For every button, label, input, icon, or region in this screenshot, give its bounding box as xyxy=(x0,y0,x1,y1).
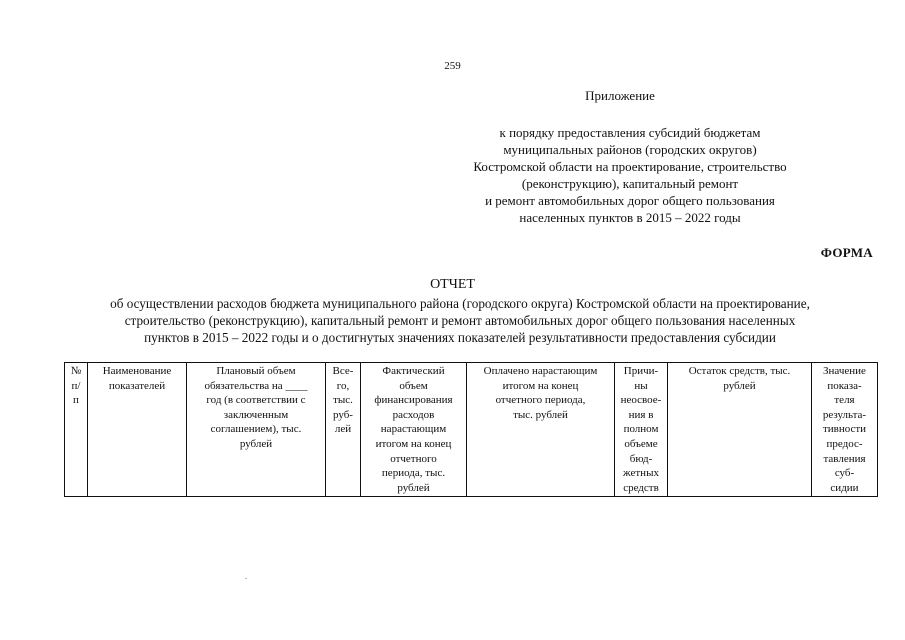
page-number: 259 xyxy=(444,60,461,72)
report-title: ОТЧЕТ xyxy=(430,277,475,292)
column-header-line: предос- xyxy=(826,437,863,450)
column-header-line: неосвое- xyxy=(620,394,662,407)
column-header-line: руб- xyxy=(333,408,353,421)
appendix-reference-line: и ремонт автомобильных дорог общего пользования xyxy=(485,193,775,208)
column-header-line: тыс. рублей xyxy=(513,408,568,421)
column-header-line: Наименование xyxy=(102,365,172,377)
column-header-line: тавления xyxy=(823,452,866,465)
column-header-line: расходов xyxy=(392,408,435,421)
column-header-reasons-unspent xyxy=(615,363,668,497)
appendix-title: Приложение xyxy=(585,88,655,103)
column-header-planned-obligation xyxy=(187,363,326,497)
report-subtitle xyxy=(30,295,890,346)
column-header-performance-value xyxy=(812,363,878,497)
column-header-line: Значение xyxy=(823,365,866,377)
column-header-line: отчетного периода, xyxy=(495,394,586,407)
report-table xyxy=(64,362,878,497)
report-subtitle-line: пунктов в 2015 – 2022 годы и о достигнутых значениях показателей результативности предоставления субсидии xyxy=(144,330,776,345)
appendix-reference xyxy=(405,124,855,226)
report-subtitle-line: строительство (реконструкцию), капитальный ремонт и ремонт автомобильных дорог общего пользования населенных xyxy=(124,313,796,328)
column-header-remaining-funds xyxy=(668,363,812,497)
column-header-line: Все- xyxy=(332,365,354,377)
appendix-reference-line: муниципальных районов (городских округов) xyxy=(503,142,757,157)
column-header-line: рублей xyxy=(723,379,756,392)
column-header-paid xyxy=(467,363,615,497)
column-header-line: обязательства на ____ xyxy=(204,379,308,392)
column-header-number xyxy=(65,363,88,497)
scan-artifact xyxy=(245,578,247,579)
column-header-line: сидии xyxy=(830,481,859,494)
appendix-reference-line: к порядку предоставления субсидий бюджетам xyxy=(499,125,761,140)
column-header-line: нарастающим xyxy=(380,423,447,436)
column-header-line: итогом на конец xyxy=(502,379,579,392)
column-header-total xyxy=(326,363,361,497)
column-header-line: финансирования xyxy=(374,394,453,407)
column-header-line: тыс. xyxy=(333,394,353,407)
column-header-line: Оплачено нарастающим xyxy=(483,365,598,377)
appendix-reference-line: (реконструкцию), капитальный ремонт xyxy=(521,176,739,191)
column-header-line: п/ xyxy=(71,379,81,392)
column-header-line: полном xyxy=(623,423,659,436)
column-header-line: год (в соответствии с xyxy=(206,394,306,407)
column-header-line: жетных xyxy=(623,467,659,480)
column-header-line: ния в xyxy=(628,408,654,421)
table-header-row xyxy=(65,363,878,497)
column-header-line: теля xyxy=(834,394,855,407)
column-header-line: Плановый объем xyxy=(216,365,296,377)
column-header-line: суб- xyxy=(834,467,855,480)
report-subtitle-line: об осуществлении расходов бюджета муниципального района (городского округа) Костромской области на проектирование, xyxy=(110,296,810,311)
column-header-line: Причи- xyxy=(623,365,659,377)
column-header-line: рублей xyxy=(397,481,430,494)
column-header-line: объем xyxy=(399,379,428,392)
column-header-line: показателей xyxy=(108,379,166,392)
column-header-line: соглашением), тыс. xyxy=(210,423,302,436)
column-header-line: показа- xyxy=(827,379,862,392)
column-header-indicator-name xyxy=(88,363,187,497)
column-header-line: ны xyxy=(634,379,648,392)
column-header-line: итогом на конец xyxy=(375,437,452,450)
column-header-line: го, xyxy=(336,379,350,392)
appendix-reference-line: населенных пунктов в 2015 – 2022 годы xyxy=(519,210,741,225)
column-header-line: Фактический xyxy=(382,365,445,377)
column-header-line: результа- xyxy=(822,408,867,421)
column-header-line: лей xyxy=(334,423,352,436)
column-header-line: периода, тыс. xyxy=(381,467,446,480)
column-header-line: бюд- xyxy=(629,452,653,465)
column-header-line: п xyxy=(73,394,79,407)
column-header-line: № xyxy=(70,365,82,377)
column-header-line: рублей xyxy=(239,437,273,450)
column-header-line: объеме xyxy=(624,437,658,450)
column-header-line: Остаток средств, тыс. xyxy=(688,365,791,377)
appendix-reference-line: Костромской области на проектирование, строительство xyxy=(473,159,787,174)
column-header-line: отчетного xyxy=(390,452,437,465)
column-header-line: тивности xyxy=(822,423,867,436)
column-header-actual-financing xyxy=(361,363,467,497)
column-header-line: заключенным xyxy=(223,408,289,421)
form-label: ФОРМА xyxy=(820,245,873,260)
column-header-line: средств xyxy=(623,481,659,494)
